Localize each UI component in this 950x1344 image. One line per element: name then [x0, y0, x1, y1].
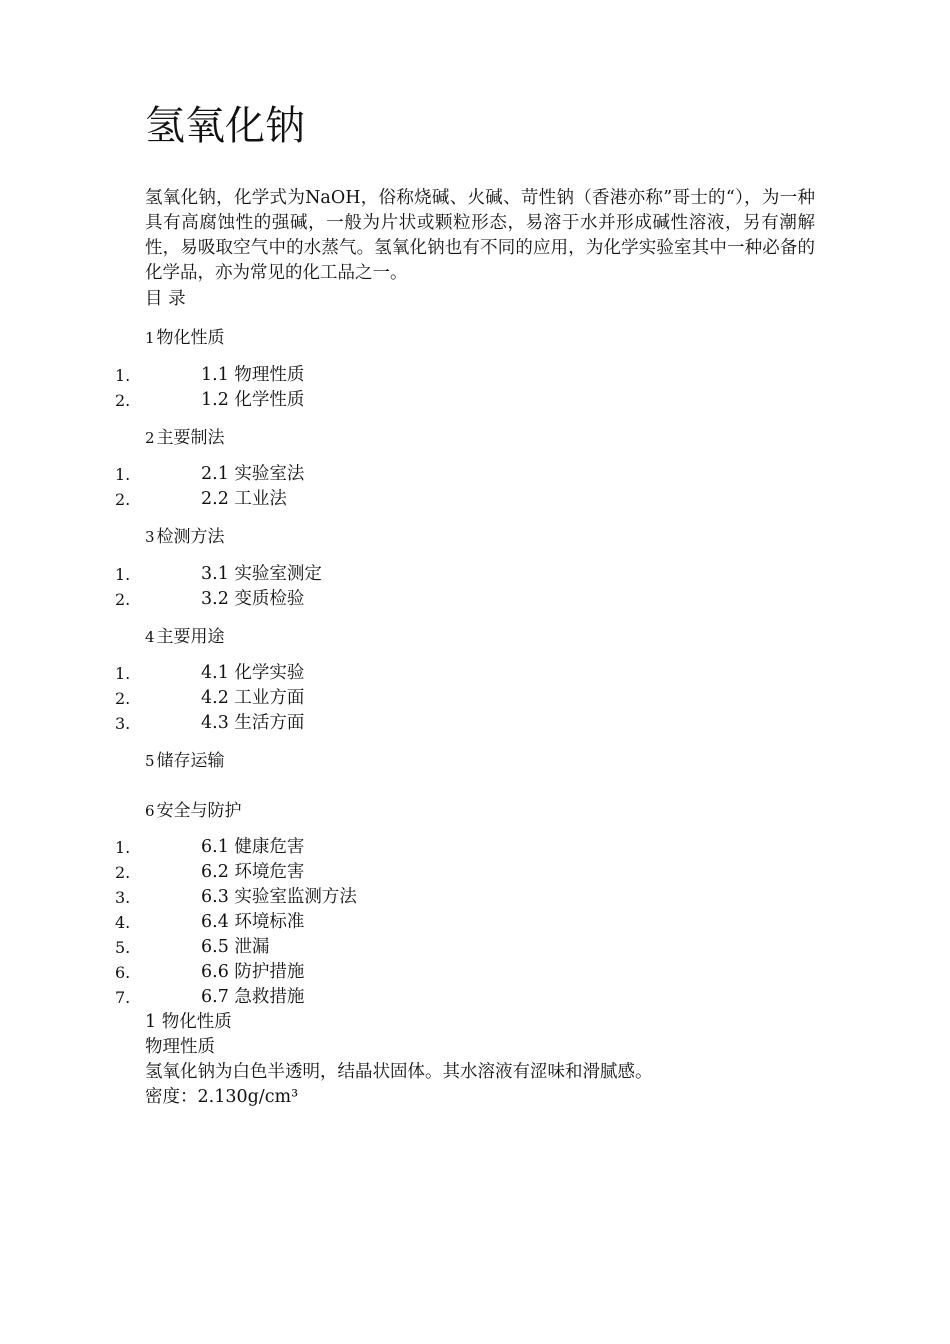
list-marker: 1.	[115, 366, 131, 385]
toc-section-name: 安全与防护	[156, 801, 242, 821]
toc-section-name: 主要用途	[156, 627, 225, 647]
body-paragraph: 氢氧化钠为白色半透明，结晶状固体。其水溶液有涩味和滑腻感。	[145, 1062, 653, 1082]
toc-section-name: 储存运输	[156, 751, 225, 771]
list-marker: 5.	[115, 938, 131, 957]
list-marker: 2.	[115, 689, 131, 708]
toc-item-text: 6.6 防护措施	[201, 962, 305, 982]
toc-item-text: 1.1 物理性质	[201, 365, 305, 385]
toc-section-number: 5	[145, 752, 155, 770]
toc-section-number: 1	[145, 329, 155, 347]
toc-item-text: 6.7 急救措施	[201, 987, 305, 1007]
toc-item-text: 3.1 实验室测定	[201, 564, 322, 584]
list-marker: 1.	[115, 664, 131, 683]
toc-item-text: 3.2 变质检验	[201, 589, 305, 609]
toc-section-name: 主要制法	[156, 428, 225, 448]
list-marker: 7.	[115, 988, 131, 1007]
toc-section-5[interactable]	[145, 749, 225, 774]
toc-item-text: 6.4 环境标准	[201, 912, 305, 932]
toc-item-text: 6.2 环境危害	[201, 862, 305, 882]
list-marker: 6.	[115, 963, 131, 982]
list-marker: 1.	[115, 565, 131, 584]
list-marker: 2.	[115, 490, 131, 509]
list-marker: 3.	[115, 714, 131, 733]
toc-label: 目 录	[145, 289, 186, 309]
toc-section-6[interactable]	[145, 799, 242, 824]
toc-section-4[interactable]	[145, 625, 225, 650]
toc-section-1[interactable]	[145, 326, 225, 351]
toc-section-number: 2	[145, 429, 155, 447]
toc-item-text: 6.5 泄漏	[201, 937, 270, 957]
toc-item-text: 4.1 化学实验	[201, 663, 305, 683]
toc-section-name: 检测方法	[156, 527, 225, 547]
toc-section-number: 3	[145, 528, 155, 546]
density-line: 密度：2.130g/cm³	[145, 1087, 299, 1107]
list-marker: 1.	[115, 465, 131, 484]
toc-section-2[interactable]	[145, 426, 225, 451]
list-marker: 2.	[115, 590, 131, 609]
toc-item-text: 2.1 实验室法	[201, 464, 305, 484]
list-marker: 2.	[115, 391, 131, 410]
toc-item-text: 6.1 健康危害	[201, 837, 305, 857]
toc-item-text: 4.3 生活方面	[201, 713, 305, 733]
list-marker: 1.	[115, 838, 131, 857]
body-section-heading: 1 物化性质	[145, 1012, 232, 1032]
list-marker: 3.	[115, 888, 131, 907]
toc-section-3[interactable]	[145, 525, 225, 550]
list-marker: 4.	[115, 913, 131, 932]
list-marker: 2.	[115, 863, 131, 882]
toc-section-number: 4	[145, 628, 155, 646]
toc-item-text: 6.3 实验室监测方法	[201, 887, 357, 907]
page-title: 氢氧化钠	[145, 103, 305, 149]
intro-paragraph: 氢氧化钠，化学式为NaOH，俗称烧碱、火碱、苛性钠（香港亦称”哥士的“），为一种具有高腐蚀性的强碱，一般为片状或颗粒形态，易溶于水并形成碱性溶液，另有潮解性，易吸取空气中的水蒸气。氢氧化钠也有不同的应用，为化学实验室其中一种必备的化学品，亦为常见的化工品之一。	[145, 188, 815, 283]
toc-section-number: 6	[145, 802, 155, 820]
toc-item-text: 4.2 工业方面	[201, 688, 305, 708]
body-subheading: 物理性质	[145, 1037, 215, 1057]
toc-item-text: 2.2 工业法	[201, 489, 287, 509]
toc-section-name: 物化性质	[156, 328, 225, 348]
toc-item-text: 1.2 化学性质	[201, 390, 305, 410]
